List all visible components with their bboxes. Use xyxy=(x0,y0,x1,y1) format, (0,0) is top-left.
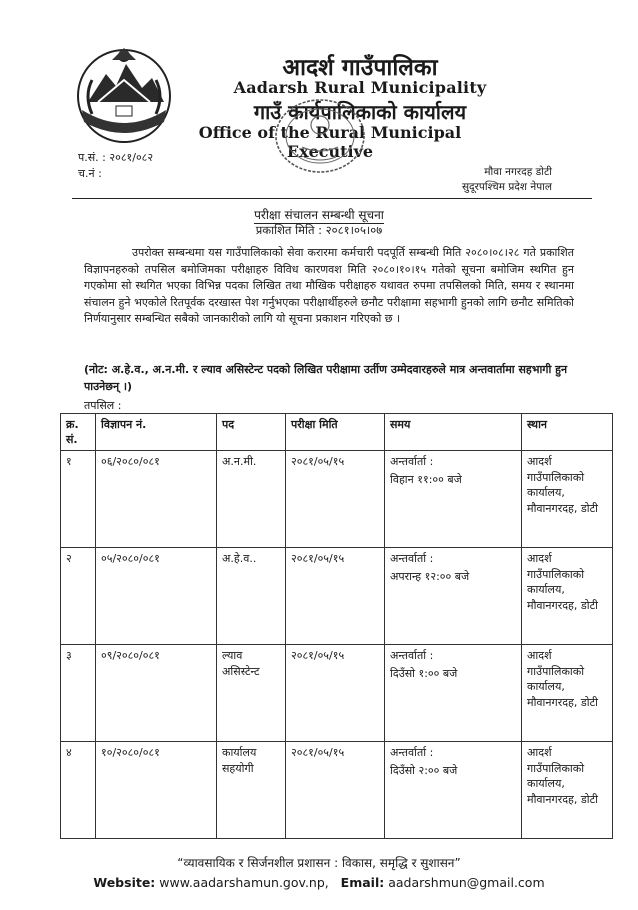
exam-type: अन्तर्वार्ता : xyxy=(390,455,434,468)
header-ad-number: विज्ञापन नं. xyxy=(96,414,217,451)
notice-title: परीक्षा संचालन सम्बन्धी सूचना xyxy=(254,208,384,222)
cell-time xyxy=(385,451,522,548)
municipality-name-english: Aadarsh Rural Municipality xyxy=(233,78,487,97)
table-row xyxy=(61,451,613,548)
exam-time: अपरान्ह १२:०० बजे xyxy=(390,569,470,583)
cell-serial: १ xyxy=(61,451,96,548)
cell-exam-date: २०८१/०५/१५ xyxy=(286,451,385,548)
notice-body: उपरोक्त सम्बन्धमा यस गाउँपालिकाको सेवा करारमा कर्मचारी पदपूर्ति सम्बन्धी मिति २०८०।०८।२८ गते प्रकाशित विज्ञापनहरुको तपसिल बमोजिमका परीक्षाहरु विविध कारणवश मिति २०८०।१०।१५ गतेको सूचना बमोजिम स्थगित हुन गएकोमा सो स्थगित भएका विभिन्न पदका लिखित तथा मौखिक परीक्षाहरु यथावत रुपमा तपसिलको मिति, समय र स्थानमा संचालन हुने भएकोले रितपूर्वक दरखास्त पेश गर्नुभएका परीक्षार्थीहरुले छनौट परीक्षामा सहभागी हुनको लागि छनौट समितिको निर्णयानुसार सम्बन्धित सबैको जानकारीको लागि यो सूचना प्रकाशन गरिएको छ । xyxy=(84,246,574,326)
dispatch-number: च.नं : xyxy=(78,167,102,180)
cell-exam-date: २०८१/०५/१५ xyxy=(286,742,385,839)
cell-venue: आदर्श गाउँपालिकाको कार्यालय, मौवानगरदह, डोटी xyxy=(522,645,613,742)
cell-post: अ.हे.व.. xyxy=(217,548,286,645)
cell-time xyxy=(385,742,522,839)
cell-post: अ.न.मी. xyxy=(217,451,286,548)
cell-ad-number: ०९/२०८०/०८१ xyxy=(96,645,217,742)
email-label: Email: xyxy=(340,875,385,890)
cell-ad-number: १०/२०८०/०८१ xyxy=(96,742,217,839)
header-exam-date: परीक्षा मिति xyxy=(286,414,385,451)
cell-serial: ४ xyxy=(61,742,96,839)
address-line-1: मौवा नगरदह डोटी xyxy=(484,166,552,178)
website-label: Website: xyxy=(93,875,156,890)
reference-number: प.सं. : २०८१/०८२ xyxy=(78,151,154,164)
exam-type: अन्तर्वार्ता : xyxy=(390,552,434,565)
header-divider xyxy=(72,198,592,199)
schedule-label: तपसिल : xyxy=(84,399,122,412)
office-name-english: Office of the Rural Municipal Executive xyxy=(198,123,462,161)
footer-slogan: “व्यावसायिक र सिर्जनशील प्रशासन : विकास, समृद्धि र सुशासन” xyxy=(177,856,461,870)
cell-venue: आदर्श गाउँपालिकाको कार्यालय, मौवानगरदह, डोटी xyxy=(522,742,613,839)
table-row xyxy=(61,742,613,839)
website-link[interactable]: www.aadarshamun.gov.np, xyxy=(159,875,329,890)
cell-post: ल्याव असिस्टेन्ट xyxy=(217,645,286,742)
header-venue: स्थान xyxy=(522,414,613,451)
table-row xyxy=(61,645,613,742)
office-seal-stamp-icon xyxy=(272,95,368,177)
cell-ad-number: ०६/२०८०/०८१ xyxy=(96,451,217,548)
exam-type: अन्तर्वार्ता : xyxy=(390,746,434,759)
exam-schedule-table xyxy=(60,413,613,839)
notice-note: (नोट: अ.हे.व., अ.न.मी. र ल्याव असिस्टेन्ट पदको लिखित परीक्षामा उर्तीण उम्मेदवारहरुले मात्र अन्तवार्तामा सहभागी हुन पाउनेछन् ।) xyxy=(84,363,568,393)
published-date: प्रकाशित मिति : २०८१।०५।०७ xyxy=(255,223,383,237)
exam-type: अन्तर्वार्ता : xyxy=(390,649,434,662)
email-link[interactable]: aadarshmun@gmail.com xyxy=(388,875,545,890)
cell-serial: ३ xyxy=(61,645,96,742)
table-header-row xyxy=(61,414,613,451)
cell-venue: आदर्श गाउँपालिकाको कार्यालय, मौवानगरदह, डोटी xyxy=(522,451,613,548)
exam-time: विहान ११:०० बजे xyxy=(390,472,462,486)
cell-exam-date: २०८१/०५/१५ xyxy=(286,645,385,742)
address-line-2: सुदूरपश्चिम प्रदेश नेपाल xyxy=(461,181,552,193)
header-post: पद xyxy=(217,414,286,451)
cell-time xyxy=(385,645,522,742)
cell-ad-number: ०५/२०८०/०८१ xyxy=(96,548,217,645)
exam-time: दिउँसो २:०० बजे xyxy=(390,763,458,777)
cell-venue: आदर्श गाउँपालिकाको कार्यालय, मौवानगरदह, डोटी xyxy=(522,548,613,645)
exam-time: दिउँसो १:०० बजे xyxy=(390,666,458,680)
cell-exam-date: २०८१/०५/१५ xyxy=(286,548,385,645)
cell-serial: २ xyxy=(61,548,96,645)
cell-time xyxy=(385,548,522,645)
table-row xyxy=(61,548,613,645)
header-time: समय xyxy=(385,414,522,451)
header-serial: क्र. सं. xyxy=(61,414,96,451)
office-name-nepali: गाउँ कार्यपालिकाको कार्यालय xyxy=(253,100,467,124)
municipality-name-nepali: आदर्श गाउँपालिका xyxy=(282,55,438,81)
footer-contact xyxy=(0,875,638,890)
cell-post: कार्यालय सहयोगी xyxy=(217,742,286,839)
